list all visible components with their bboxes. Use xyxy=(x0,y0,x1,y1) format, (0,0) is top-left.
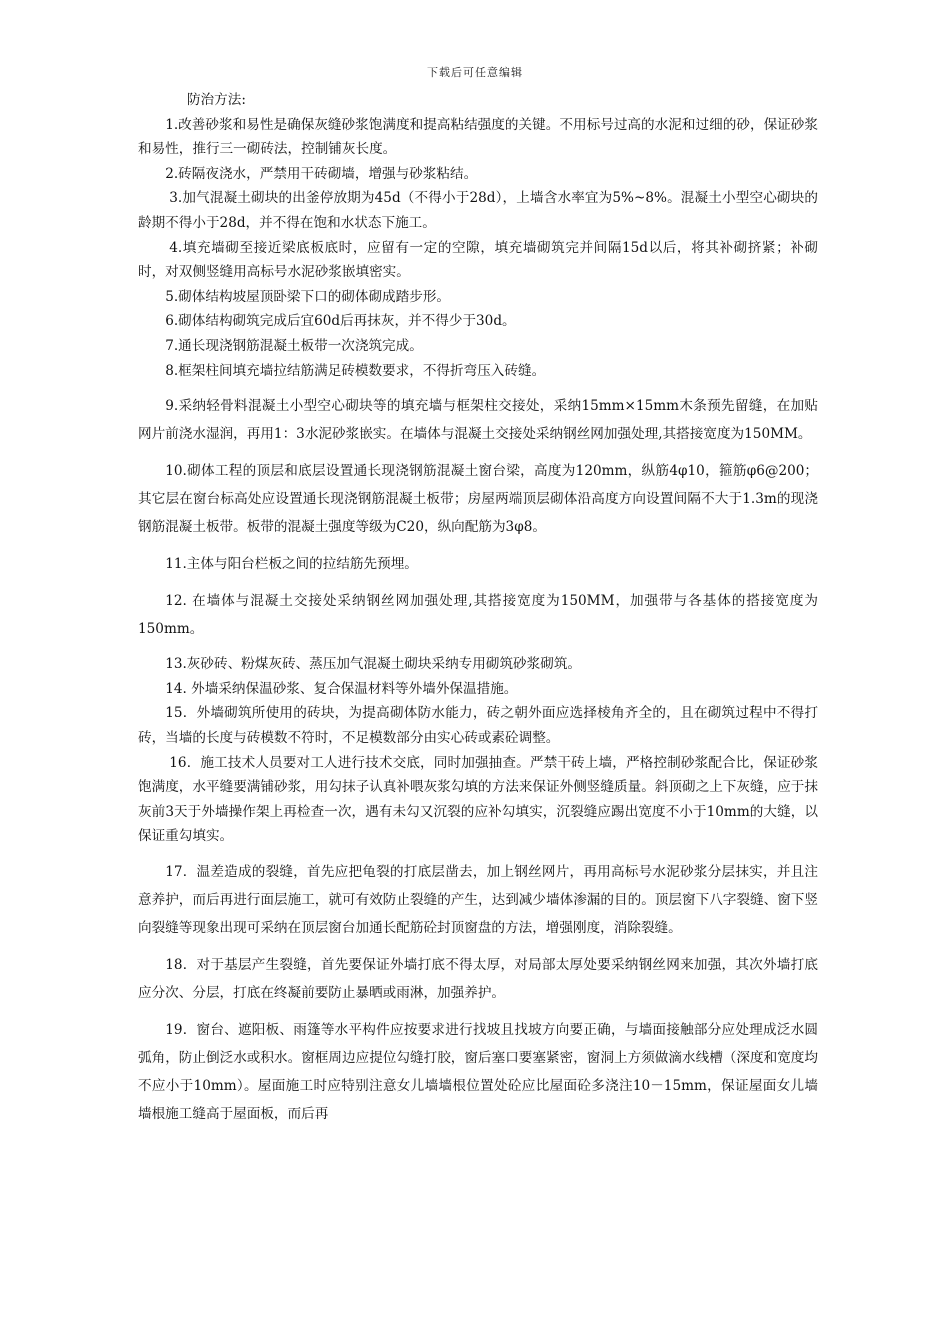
paragraph-17: 17．温差造成的裂缝，首先应把龟裂的打底层凿去，加上钢丝网片，再用高标号水泥砂浆分层抹实，并且注意养护，而后再进行面层施工，就可有效防止裂缝的产生，达到减少墙体渗漏的目的。顶层窗下八字裂缝、窗下竖向裂缝等现象出现可采纳在顶层窗台加通长配筋砼封顶窗盘的方法，增强刚度，消除裂缝。 xyxy=(138,863,818,936)
paragraph-10: 10.砌体工程的顶层和底层设置通长现浇钢筋混凝土窗台梁，高度为120mm，纵筋4φ10，箍筋φ6@200；其它层在窗台标高处应设置通长现浇钢筋混凝土板带；房屋两端顶层砌体沿高度方向设置间隔不大于1.3m的现浇钢筋混凝土板带。板带的混凝土强度等级为C20，纵向配筋为3φ8。 xyxy=(138,463,818,536)
paragraph-1: 1.改善砂浆和易性是确保灰缝砂浆饱满度和提高粘结强度的关键。不用标号过高的水泥和过细的砂，保证砂浆和易性，推行三一砌砖法，控制铺灰长度。 xyxy=(138,116,818,158)
paragraph-8: 8.框架柱间填充墙拉结筋满足砖模数要求，不得折弯压入砖缝。 xyxy=(165,362,546,379)
section-title: 防治方法: xyxy=(186,92,246,108)
document-body xyxy=(138,88,818,1128)
paragraph-3: 3.加气混凝土砌块的出釜停放期为45d（不得小于28d），上墙含水率宜为5%~8%。混凝土小型空心砌块的龄期不得小于28d，并不得在饱和水状态下施工。 xyxy=(138,190,818,231)
paragraph-7: 7.通长现浇钢筋混凝土板带一次浇筑完成。 xyxy=(165,337,423,354)
page-header: 下载后可任意编辑 xyxy=(427,66,523,79)
paragraph-9: 9.采纳轻骨料混凝土小型空心砌块等的填充墙与框架柱交接处，采纳15mm×15mm木条预先留缝，在加贴网片前浇水湿润，再用1：3水泥砂浆嵌实。在墙体与混凝土交接处采纳钢丝网加强处理,其搭接宽度为150MM。 xyxy=(138,398,818,443)
paragraph-14: 14. 外墙采纳保温砂浆、复合保温材料等外墙外保温措施。 xyxy=(165,680,518,697)
paragraph-6: 6.砌体结构砌筑完成后宜60d后再抹灰，并不得少于30d。 xyxy=(165,313,516,330)
paragraph-5: 5.砌体结构坡屋顶卧梁下口的砌体砌成踏步形。 xyxy=(165,288,451,305)
paragraph-16: 16．施工技术人员要对工人进行技术交底，同时加强抽查。严禁干砖上墙，严格控制砂浆配合比，保证砂浆饱满度，水平缝要满铺砂浆，用勾抹子认真补喂灰浆勾填的方法来保证外侧竖缝质量。斜顶砌之上下灰缝，应于抹灰前3天于外墙操作架上再检查一次，遇有未勾又沉裂的应补勾填实，沉裂缝应踢出宽度不小于10mm的大缝，以保证重勾填实。 xyxy=(138,754,818,845)
paragraph-11: 11.主体与阳台栏板之间的拉结筋先预埋。 xyxy=(165,556,418,573)
paragraph-18: 18．对于基层产生裂缝，首先要保证外墙打底不得太厚，对局部太厚处要采纳钢丝网来加强，其次外墙打底应分次、分层，打底在终凝前要防止暴晒或雨淋，加强养护。 xyxy=(138,956,818,1001)
paragraph-15: 15．外墙砌筑所使用的砖块，为提高砌体防水能力，砖之朝外面应选择棱角齐全的，且在砌筑过程中不得打砖，当墙的长度与砖模数不符时，不足模数部分由实心砖或素砼调整。 xyxy=(138,705,818,746)
paragraph-4: 4.填充墙砌至接近梁底板底时，应留有一定的空隙，填充墙砌筑完并间隔15d以后，将其补砌挤紧；补砌时，对双侧竖缝用高标号水泥砂浆嵌填密实。 xyxy=(138,239,818,281)
paragraph-2: 2.砖隔夜浇水，严禁用干砖砌墙，增强与砂浆粘结。 xyxy=(165,165,478,182)
paragraph-13: 13.灰砂砖、粉煤灰砖、蒸压加气混凝土砌块采纳专用砌筑砂浆砌筑。 xyxy=(165,656,582,673)
paragraph-12: 12. 在墙体与混凝土交接处采纳钢丝网加强处理,其搭接宽度为150MM，加强带与各基体的搭接宽度为150mm。 xyxy=(138,593,818,638)
paragraph-19: 19．窗台、遮阳板、雨篷等水平构件应按要求进行找坡且找坡方向要正确，与墙面接触部分应处理成泛水圆弧角，防止倒泛水或积水。窗框周边应提位勾缝打胶，窗后塞口要塞紧密，窗洞上方须做滴水线槽（深度和宽度均不应小于10mm）。屋面施工时应特别注意女儿墙墙根位置处砼应比屋面砼多浇注10－15mm，保证屋面女儿墙墙根施工缝高于屋面板，而后再 xyxy=(138,1021,818,1122)
